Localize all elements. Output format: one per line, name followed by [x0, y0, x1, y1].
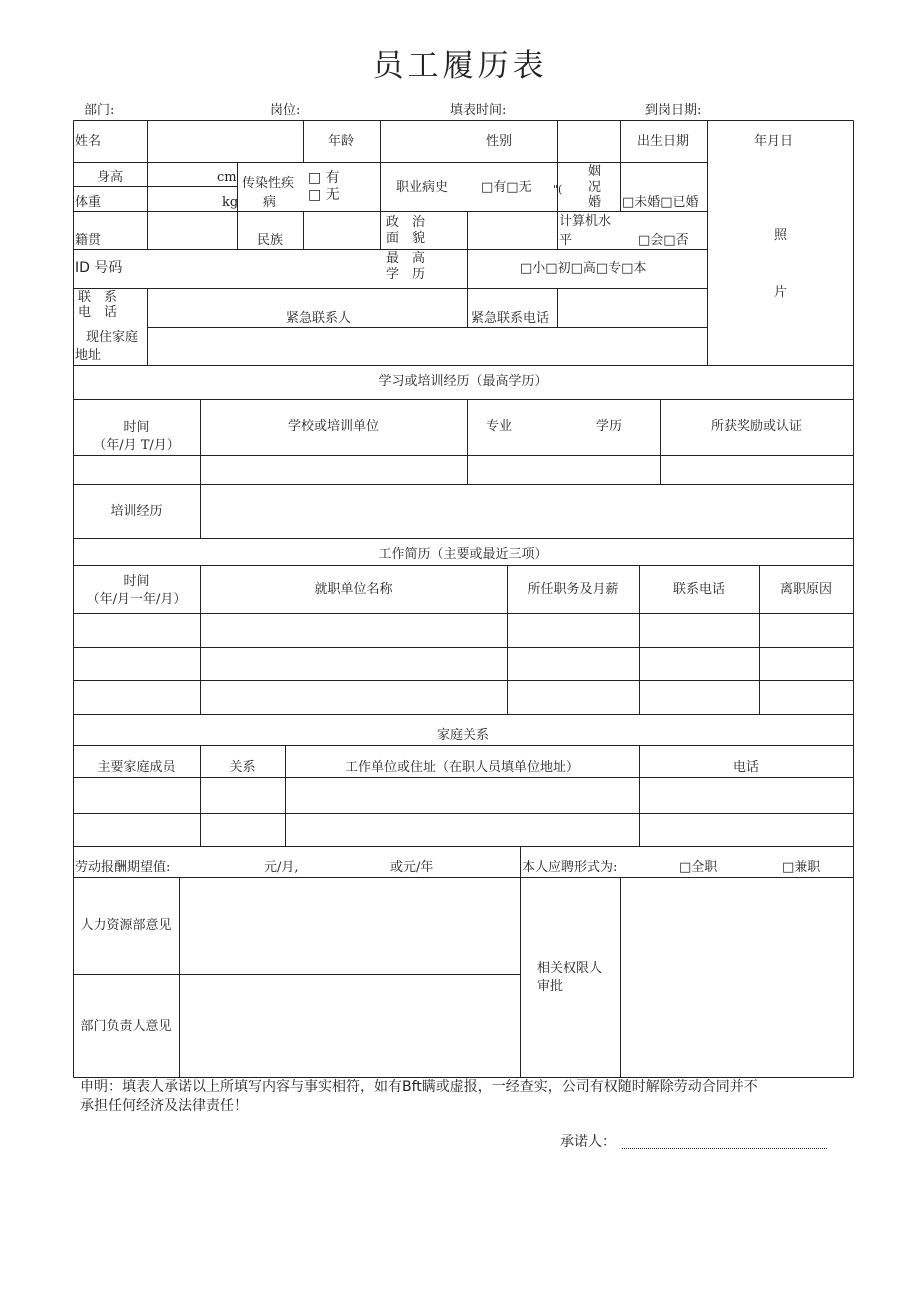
leave-reason-label: 离职原因 [779, 582, 832, 597]
pledger-label: 承诺人： [560, 1134, 616, 1150]
political-label-2: 面 貌 [386, 231, 426, 246]
dept-head-opinion-label: 部门负责人意见 [80, 1019, 172, 1034]
study-section-title: 学习或培训经历（最高学历） [378, 374, 548, 389]
part-time-checkbox[interactable]: □兼职 [782, 860, 821, 875]
marital-fragment: "( [553, 183, 563, 196]
family-phone-label: 电话 [732, 760, 759, 775]
hr-opinion-label: 人力资源部意见 [80, 918, 172, 933]
employer-label: 就职单位名称 [314, 582, 393, 597]
per-month-label: 元/月, [264, 860, 299, 875]
study-time-label-1: 时间 [123, 420, 150, 435]
birth-date-format: 年月日 [754, 134, 794, 149]
onboard-date-label: 到岗日期: [645, 103, 702, 118]
emergency-contact-label: 紧急联系人 [286, 311, 352, 326]
work-section-title: 工作简历（主要或最近三项） [378, 547, 548, 562]
school-label: 学校或培训单位 [287, 419, 379, 434]
major-label: 专业 [486, 419, 513, 434]
occupational-disease-label: 职业病史 [396, 180, 449, 195]
infectious-no-checkbox[interactable]: □ 无 [308, 187, 340, 203]
work-time-label-1: 时间 [123, 574, 150, 589]
fill-time-label: 填表时间: [450, 103, 507, 118]
computer-options[interactable]: □会□否 [638, 233, 689, 248]
occupational-options[interactable]: □有□无 [481, 180, 532, 195]
infectious-label-2: 病 [263, 195, 277, 210]
infectious-yes-checkbox[interactable]: □ 有 [308, 170, 340, 186]
full-time-checkbox[interactable]: □全职 [679, 860, 718, 875]
contact-label-2: 电 话 [78, 305, 118, 320]
work-time-label-2: （年/月一年/月） [86, 592, 187, 607]
photo-char-2: 片 [774, 285, 788, 300]
awards-label: 所获奖励或认证 [710, 419, 802, 434]
family-member-label: 主要家庭成员 [97, 760, 176, 775]
address-label-2: 地址 [75, 348, 102, 363]
photo-char-1: 照 [774, 228, 788, 243]
ethnicity-label: 民族 [257, 233, 284, 248]
contact-label-1: 联 系 [78, 290, 118, 305]
relation-label: 关系 [229, 760, 256, 775]
education-options[interactable]: □小□初□高□专□本 [520, 261, 647, 276]
expected-salary-label: 劳动报酬期望值: [75, 860, 171, 875]
computer-label-1: 计算机水 [559, 214, 612, 229]
marital-options[interactable]: □未婚□已婚 [622, 195, 699, 210]
height-label: 身高 [97, 170, 124, 185]
employment-form-label: 本人应聘形式为: [522, 860, 618, 875]
signature-line[interactable] [622, 1148, 827, 1149]
native-place-label: 籍贯 [75, 233, 102, 248]
id-number-label: ID 号码 [75, 260, 123, 276]
birth-date-label: 出生日期 [637, 134, 690, 149]
gender-label: 性别 [486, 134, 513, 149]
page-title: 员工履历表 [372, 48, 548, 84]
dept-label: 部门: [84, 103, 115, 118]
weight-unit: kg [222, 195, 239, 210]
infectious-label-1: 传染性疾 [242, 176, 295, 191]
marital-char-3: 婚 [588, 195, 602, 210]
training-label: 培训经历 [110, 504, 163, 519]
address-label-1: 现住家庭 [86, 330, 139, 345]
authority-label-1: 相关权限人 [537, 961, 603, 976]
position-label: 岗位: [270, 103, 301, 118]
study-time-label-2: （年/月 T/月） [93, 438, 180, 453]
per-year-label: 或元/年 [390, 860, 434, 875]
height-unit: cm [217, 170, 237, 185]
family-employer-label: 工作单位或住址（在职人员填单位地址） [344, 760, 579, 775]
emergency-phone-label: 紧急联系电话 [471, 311, 550, 326]
work-phone-label: 联系电话 [672, 582, 725, 597]
computer-label-2: 平 [559, 233, 573, 248]
statement-line-1: 申明：填表人承诺以上所填写内容与事实相符，如有Bft瞒或虚报，一经查实，公司有权随时解除劳动合同并不 [80, 1079, 758, 1095]
family-section-title: 家庭关系 [436, 728, 489, 743]
education-label-1: 最 高 [386, 251, 426, 266]
name-label: 姓名 [75, 134, 102, 149]
degree-label: 学历 [596, 419, 623, 434]
authority-label-2: 审批 [537, 979, 564, 994]
position-salary-label: 所任职务及月薪 [527, 582, 619, 597]
marital-char-1: 姻 [588, 164, 602, 179]
weight-label: 体重 [75, 195, 102, 210]
age-label: 年龄 [328, 134, 355, 149]
marital-char-2: 况 [588, 180, 602, 195]
statement-line-2: 承担任何经济及法律责任！ [80, 1098, 248, 1114]
political-label-1: 政 治 [386, 215, 426, 230]
education-label-2: 学 历 [386, 267, 426, 282]
